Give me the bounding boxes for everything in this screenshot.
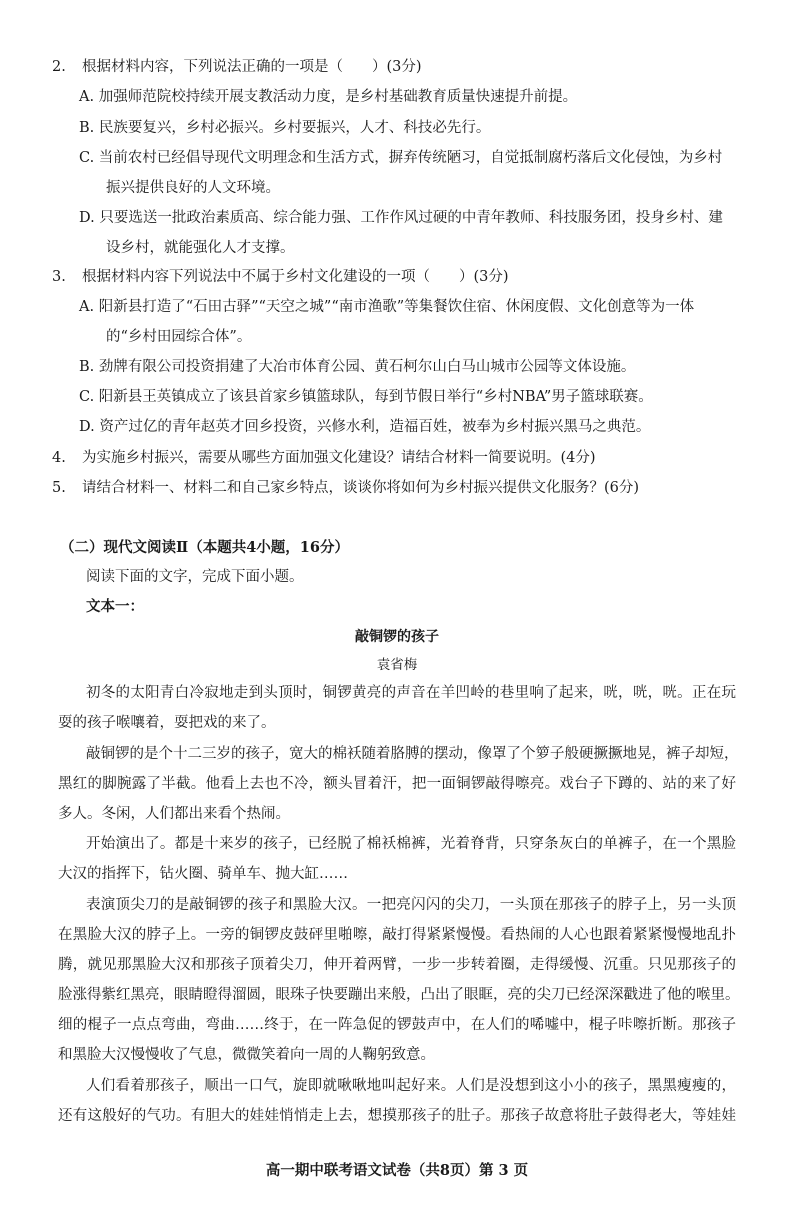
question-4 <box>52 448 596 468</box>
story-line: 细的棍子一点点弯曲，弯曲……终于，在一阵急促的锣鼓声中，在人们的唏嘘中，棍子咔嚓折断。那孩子 <box>58 1017 736 1033</box>
story-line: 多人。冬闲，人们都出来看个热闹。 <box>58 806 290 822</box>
q3-option-d: D. 资产过亿的青年赵英才回乡投资，兴修水利，造福百姓，被奉为乡村振兴黑马之典范。 <box>79 419 651 435</box>
story-line: 腾，就见那黑脸大汉和那孩子顶着尖刀，伸开着两臂，一步一步转着圈，走得缓慢、沉重。只见那孩子的 <box>58 957 736 973</box>
story-line: 脸涨得紫红黑亮，眼睛瞪得溜圆，眼珠子快要蹦出来般，凸出了眼眶，亮的尖刀已经深深戳进了他的喉里。 <box>58 987 740 1003</box>
story-line: 开始演出了。都是十来岁的孩子，已经脱了棉袄棉裤，光着脊背，只穿条灰白的单裤子，在一个黑脸 <box>86 836 736 852</box>
section-intro: 阅读下面的文字，完成下面小题。 <box>86 569 304 585</box>
story-line: 初冬的太阳青白冷寂地走到头顶时，铜锣黄亮的声音在羊凹岭的巷里响了起来，咣，咣，咣。正在玩 <box>86 685 736 701</box>
q3-option-b: B. 劲牌有限公司投资捐建了大冶市体育公园、黄石柯尔山白马山城市公园等文体设施。 <box>79 359 636 375</box>
story-line: 敲铜锣的是个十二三岁的孩子，宽大的棉袄随着胳膊的摆动，像罩了个箩子般硬撅撅地晃，裤子却短， <box>86 746 739 762</box>
story-line: 黑红的脚腕露了半截。他看上去也不冷，额头冒着汗，把一面铜锣敲得嚓亮。戏台子下蹲的、站的来了好 <box>58 776 736 792</box>
q3-option-c: C. 阳新县王英镇成立了该县首家乡镇篮球队，每到节假日举行“乡村NBA”男子篮球联赛。 <box>79 389 653 405</box>
q3-option-a-cont: 的“乡村田园综合体”。 <box>106 329 252 345</box>
q2-option-a: A. 加强师范院校持续开展支教活动力度，是乡村基础教育质量快速提升前提。 <box>79 89 578 105</box>
question-number: 2. <box>52 59 66 75</box>
question-text: 为实施乡村振兴，需要从哪些方面加强文化建设？请结合材料一简要说明。(4分) <box>82 450 596 466</box>
text-label: 文本一： <box>86 598 144 615</box>
story-title: 敲铜锣的孩子 <box>355 629 439 645</box>
q2-option-d-cont: 设乡村，就能强化人才支撑。 <box>106 240 295 256</box>
question-2 <box>52 57 422 77</box>
question-3 <box>52 267 509 287</box>
story-line: 大汉的指挥下，钻火圈、骑单车、抛大缸…… <box>58 866 348 882</box>
page-footer: 高一期中联考语文试卷（共8页）第 3 页 <box>265 1162 529 1179</box>
story-line: 在黑脸大汉的脖子上。一旁的铜锣皮鼓砰里啪嚓，敲打得紧紧慢慢。看热闹的人心也跟着紧紧慢慢地乱扑 <box>58 927 736 943</box>
question-text: 根据材料内容下列说法中不属于乡村文化建设的一项（ ）(3分) <box>82 269 509 285</box>
question-5 <box>52 478 639 498</box>
question-number: 4. <box>52 450 66 466</box>
q2-option-b: B. 民族要复兴，乡村必振兴。乡村要振兴，人才、科技必先行。 <box>79 120 491 136</box>
question-number: 5. <box>52 480 66 496</box>
story-line: 还有这般好的气功。有胆大的娃娃悄悄走上去，想摸那孩子的肚子。那孩子故意将肚子鼓得老大，等娃娃 <box>58 1108 736 1124</box>
story-author: 袁省梅 <box>376 657 418 673</box>
story-line: 人们看着那孩子，顺出一口气，旋即就啾啾地叫起好来。人们是没想到这小小的孩子，黑黑瘦瘦的， <box>86 1078 736 1094</box>
story-line: 耍的孩子喉嚷着，耍把戏的来了。 <box>58 715 276 731</box>
question-number: 3. <box>52 269 66 285</box>
q2-option-d: D. 只要选送一批政治素质高、综合能力强、工作作风过硬的中青年教师、科技服务团，投身乡村、建 <box>79 210 723 226</box>
q3-option-a: A. 阳新县打造了“石田古驿”“天空之城”“南市渔歌”等集餐饮住宿、休闲度假、文化创意等为一体 <box>79 299 695 315</box>
q2-option-c: C. 当前农村已经倡导现代文明理念和生活方式，摒弃传统陋习，自觉抵制腐朽落后文化侵蚀，为乡村 <box>79 150 723 166</box>
section-heading: （二）现代文阅读Ⅱ（本题共4小题，16分） <box>60 539 349 556</box>
question-text: 请结合材料一、材料二和自己家乡特点，谈谈你将如何为乡村振兴提供文化服务？(6分) <box>82 480 640 496</box>
q2-option-c-cont: 振兴提供良好的人文环境。 <box>106 180 280 196</box>
story-line: 和黑脸大汉慢慢收了气息，微微笑着向一周的人鞠躬致意。 <box>58 1047 435 1063</box>
question-text: 根据材料内容，下列说法正确的一项是（ ）(3分) <box>82 59 422 75</box>
story-line: 表演顶尖刀的是敲铜锣的孩子和黑脸大汉。一把亮闪闪的尖刀，一头顶在那孩子的脖子上，另一头顶 <box>86 897 736 913</box>
